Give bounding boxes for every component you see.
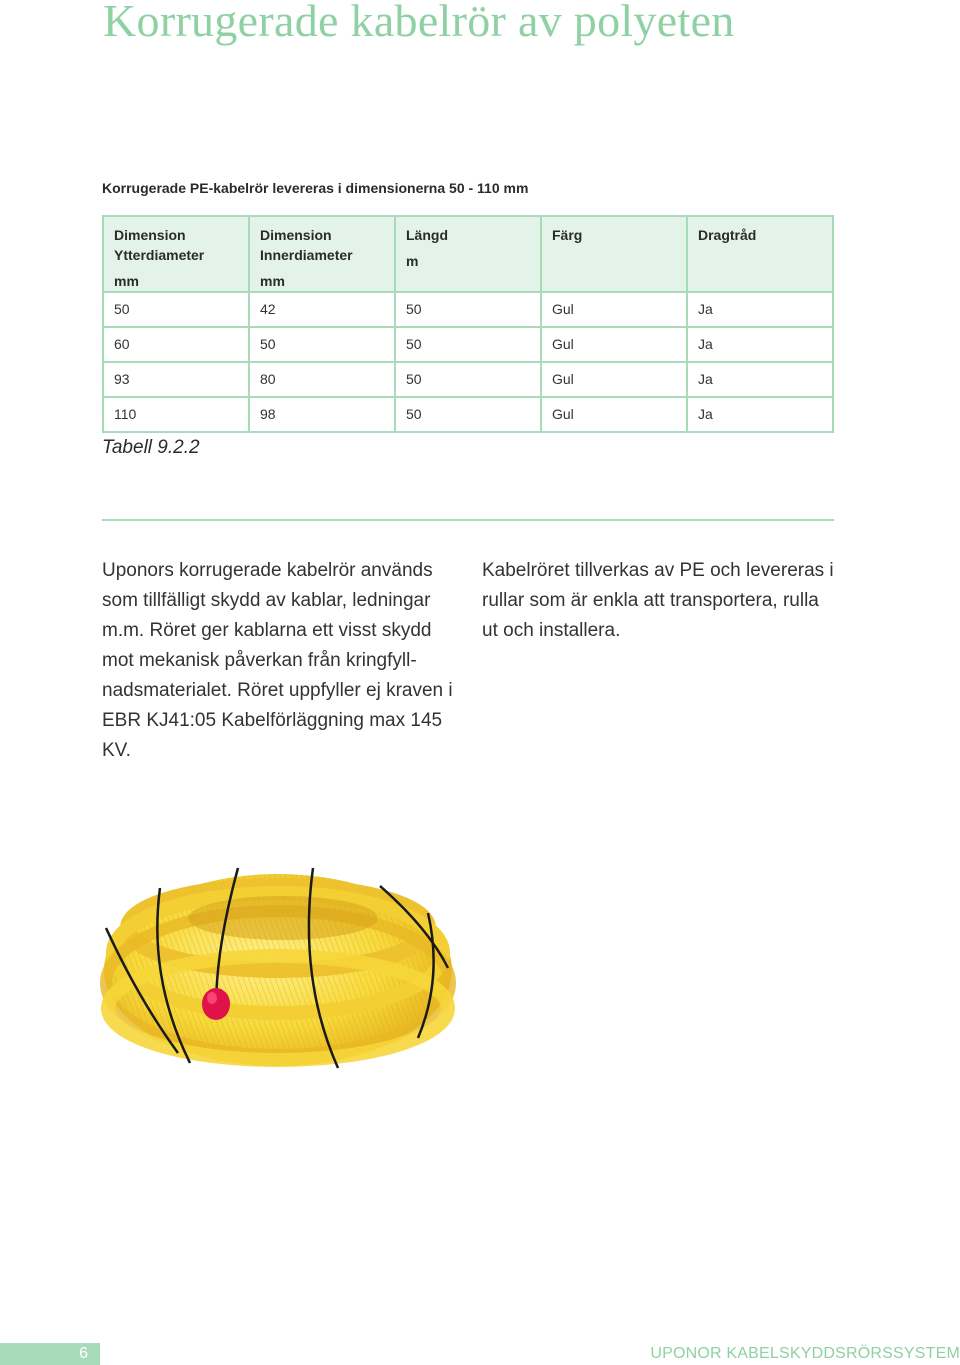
header-label: Längd [406,227,448,243]
header-label: Dimension [260,227,332,243]
header-label: Ytterdiameter [114,247,205,263]
cable-pipe-coil-image [98,858,458,1073]
table-header-row [103,216,833,292]
table-caption: Tabell 9.2.2 [102,437,200,458]
table-cell: 50 [395,327,541,362]
table-cell: Gul [541,397,687,432]
header-unit: mm [260,273,285,289]
table-cell: 80 [249,362,395,397]
table-row [103,397,833,432]
table-cell: 50 [395,362,541,397]
body-text-right: Kabelröret tillverkas av PE och levereras i rullar som är enkla att transportera, rulla ut och installera. [482,560,834,641]
header-label: Innerdiameter [260,247,353,263]
table-cell: Ja [687,362,833,397]
header-inner-diameter [249,216,395,292]
header-unit: m [406,253,419,269]
table-cell: 50 [395,292,541,327]
table-cell: 98 [249,397,395,432]
dimension-table [102,215,834,433]
section-divider [102,519,834,521]
table-cell: 93 [103,362,249,397]
table-cell: Gul [541,327,687,362]
table-cell: Ja [687,292,833,327]
table-cell: 50 [395,397,541,432]
table-cell: Ja [687,327,833,362]
header-color [541,216,687,292]
table-row [103,327,833,362]
table-cell: Gul [541,362,687,397]
table-cell: Ja [687,397,833,432]
table-cell: 42 [249,292,395,327]
table-row [103,292,833,327]
table-cell: 50 [249,327,395,362]
footer-title: UPONOR KABELSKYDDSRÖRSSYSTEM [650,1345,960,1362]
table-cell: Gul [541,292,687,327]
header-pull-wire [687,216,833,292]
header-label: Färg [552,227,583,243]
table-heading: Korrugerade PE-kabelrör levereras i dimensionerna 50 - 110 mm [102,180,529,196]
table-cell: 110 [103,397,249,432]
table-cell: 60 [103,327,249,362]
page-title: Korrugerade kabelrör av polyeten [103,0,735,46]
header-outer-diameter [103,216,249,292]
header-label: Dragtråd [698,227,757,243]
header-label: Dimension [114,227,186,243]
body-text-left: Uponors korrugerade kabelrör används som tillfälligt skydd av kablar, ledningar m.m. Röret ger kablarna ett visst skydd mot mekanisk påverkan från kringfyllnadsmaterialet. Röret uppfyller ej kraven i EBR KJ41:05 Kabelförläggning max 145 KV. [102,560,453,761]
table-row [103,362,833,397]
header-unit: mm [114,273,139,289]
header-length [395,216,541,292]
page-number: 6 [0,1343,100,1365]
table-cell: 50 [103,292,249,327]
